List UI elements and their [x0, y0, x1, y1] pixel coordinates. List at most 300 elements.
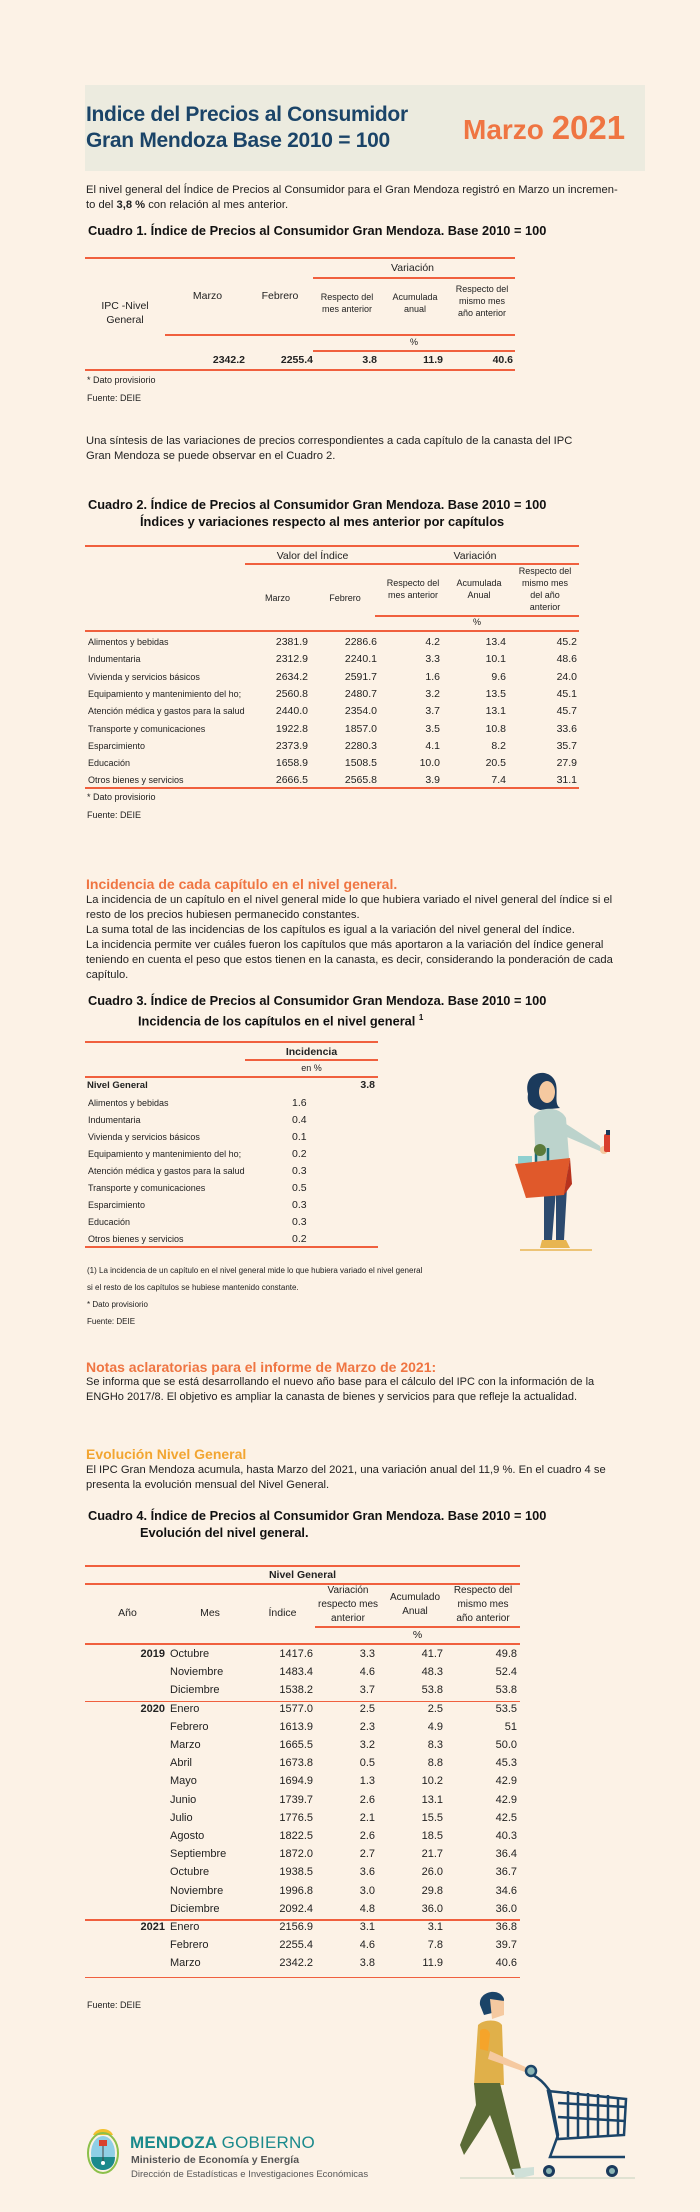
cell-marzo: 2634.2: [275, 670, 308, 683]
label-line: mismo mes: [458, 296, 505, 306]
cuadro2-variacion-header: Variación: [453, 550, 497, 562]
label-line: Respecto del: [320, 292, 374, 302]
cell-month: Junio: [170, 1793, 197, 1806]
cuadro3-nivel-general-label: Nivel General: [87, 1080, 148, 1091]
report-title: [86, 102, 408, 154]
cuadro2-col-mes-anterior: [378, 577, 448, 601]
cell-acum: 11.9: [422, 1957, 443, 1970]
intro-line2: [86, 198, 646, 213]
row-label: Otros bienes y servicios: [88, 1234, 184, 1244]
cuadro4-unit: %: [412, 1629, 423, 1641]
cell-indice: 2092.4: [279, 1902, 313, 1915]
cuadro3-unit: en %: [301, 1063, 322, 1073]
incidencia-line: La suma total de las incidencias de los capítulos es igual a la variación del nivel general del índice.: [86, 924, 575, 936]
label-line: Anual: [402, 1606, 428, 1617]
cell-var: 3.6: [359, 1866, 375, 1879]
cell-anual: 24.0: [556, 670, 577, 683]
cell-incidencia: 0.3: [292, 1216, 307, 1228]
cart-wheels: [543, 2165, 618, 2177]
label-line: Anual: [467, 590, 491, 600]
cuadro1-col-acumulada: [383, 291, 447, 315]
cell-var: 3.8: [359, 1957, 375, 1970]
table-rule: [315, 1626, 520, 1628]
footnote-marker: 1: [418, 1013, 424, 1022]
cell-year: 2019: [140, 1648, 165, 1660]
row-label: Transporte y comunicaciones: [88, 723, 206, 734]
cuadro1-row-label: [85, 299, 165, 327]
cell-indice: 1665.5: [279, 1739, 313, 1751]
cell-acum: 4.9: [427, 1720, 443, 1733]
table-rule: [85, 1643, 520, 1645]
row-label: Indumentaria: [88, 654, 141, 665]
cell-anual: 36.7: [495, 1866, 517, 1879]
synthesis-paragraph: [86, 434, 646, 464]
cell-mes: 3.9: [425, 774, 440, 787]
cell-anual: 51: [504, 1720, 517, 1733]
label-line: mismo mes: [521, 578, 568, 588]
cuadro3-source: Fuente: DEIE: [87, 1317, 136, 1326]
cuadro1-value-mes-anterior: 3.8: [362, 354, 377, 366]
cell-marzo: 1658.9: [275, 757, 308, 770]
cell-var: 3.0: [359, 1884, 375, 1897]
cell-var: 2.1: [359, 1811, 375, 1824]
cell-anual: 53.5: [495, 1702, 517, 1715]
cell-anual: 33.6: [556, 722, 577, 735]
cell-mes: 3.2: [425, 687, 440, 700]
label-line: Variación: [327, 1585, 369, 1596]
cell-incidencia: 0.3: [292, 1199, 307, 1211]
cell-var: 3.3: [359, 1648, 375, 1660]
cell-var: 2.5: [359, 1702, 375, 1715]
cell-year: 2021: [140, 1921, 165, 1933]
cell-febrero: 2240.1: [344, 653, 377, 666]
cell-anual: 52.4: [495, 1666, 517, 1679]
row-label: Esparcimiento: [88, 740, 146, 751]
cell-acum: 13.5: [485, 687, 506, 700]
cell-indice: 2156.9: [279, 1921, 313, 1933]
cell-anual: 36.8: [495, 1921, 517, 1933]
report-title-line1: Indice del Precios al Consumidor: [86, 103, 408, 126]
cell-febrero: 2480.7: [344, 687, 377, 700]
intro-line1: El nivel general del Índice de Precios al Consumidor para el Gran Mendoza registró en Marzo un incremen-: [86, 184, 618, 196]
cell-indice: 1673.8: [279, 1757, 313, 1770]
cell-acum: 2.5: [427, 1702, 443, 1715]
cell-var: 2.3: [359, 1720, 375, 1733]
title-line: Cuadro 4. Índice de Precios al Consumidor Gran Mendoza. Base 2010 = 100: [88, 1508, 547, 1523]
row-label: Vivienda y servicios básicos: [88, 671, 200, 682]
label-line: Respecto del: [455, 284, 509, 294]
incidencia-line: resto de los precios hubiesen permanecido constantes.: [86, 909, 360, 921]
cell-indice: 1996.8: [279, 1884, 313, 1897]
cell-month: Enero: [170, 1921, 200, 1933]
report-date: [463, 109, 625, 147]
notas-heading: Notas aclaratorias para el informe de Marzo de 2021:: [86, 1359, 437, 1375]
incidencia-line: La incidencia permite ver cuáles fueron los capítulos que más aportaron a la variación del índice general: [86, 939, 604, 951]
cell-incidencia: 0.3: [292, 1165, 307, 1177]
cell-month: Febrero: [170, 1720, 209, 1733]
cell-month: Julio: [170, 1811, 193, 1824]
cell-month: Septiembre: [170, 1848, 227, 1861]
cell-anual: 42.9: [495, 1775, 517, 1788]
title-line: Evolución del nivel general.: [140, 1525, 309, 1540]
cuadro3-footnote-line2: si el resto de los capítulos se hubiese mantenido constante.: [87, 1283, 299, 1292]
cuadro1-value-febrero: 2255.4: [280, 354, 313, 366]
cell-acum: 7.8: [427, 1939, 443, 1952]
row-label: Otros bienes y servicios: [88, 775, 184, 786]
label-line: mes anterior: [321, 304, 373, 314]
cell-marzo: 2373.9: [275, 739, 308, 752]
cell-month: Octubre: [170, 1866, 210, 1879]
cell-var: 1.3: [359, 1775, 375, 1788]
brand-light: GOBIERNO: [221, 2133, 315, 2152]
title-line: Cuadro 3. Índice de Precios al Consumidor Gran Mendoza. Base 2010 = 100: [88, 993, 547, 1008]
cuadro3-title: [88, 992, 568, 1029]
cuadro3-col-incidencia: Incidencia: [285, 1046, 338, 1058]
title-line: Cuadro 2. Índice de Precios al Consumidor Gran Mendoza. Base 2010 = 100: [88, 497, 547, 512]
cell-month: Abril: [170, 1757, 193, 1770]
label-line: Respecto del: [518, 566, 572, 576]
report-year: 2021: [551, 109, 626, 146]
label-line: General: [106, 314, 144, 326]
cell-marzo: 1922.8: [275, 722, 308, 735]
label-line: año anterior: [456, 1613, 510, 1624]
cell-var: 2.6: [359, 1793, 375, 1806]
cell-month: Diciembre: [170, 1684, 220, 1697]
table-rule: [85, 1565, 520, 1567]
intro-text: to del: [86, 199, 117, 211]
man-figure: [460, 1992, 534, 2179]
cell-month: Diciembre: [170, 1902, 220, 1915]
cell-anual: 45.3: [495, 1757, 517, 1770]
cell-incidencia: 0.5: [292, 1182, 307, 1194]
cell-acum: 41.7: [421, 1648, 443, 1660]
cuadro4-col-acumulado: [385, 1591, 445, 1619]
cell-anual: 45.7: [556, 705, 577, 718]
cell-anual: 42.5: [495, 1811, 517, 1824]
table-rule: [85, 1076, 378, 1078]
cell-marzo: 2560.8: [275, 687, 308, 700]
cell-acum: 26.0: [421, 1866, 443, 1879]
evolucion-paragraph: [86, 1463, 666, 1493]
cell-anual: 39.7: [495, 1939, 517, 1952]
title-line: Índices y variaciones respecto al mes anterior por capítulos: [140, 514, 505, 529]
row-label: Educación: [88, 1217, 131, 1227]
cuadro2-source: Fuente: DEIE: [87, 810, 142, 820]
label-line: anual: [403, 304, 427, 314]
table-rule: [85, 630, 579, 632]
shopper-cart-illustration: [460, 1985, 660, 2195]
cuadro1-col-marzo: Marzo: [192, 290, 223, 302]
cell-var: 3.2: [359, 1739, 375, 1751]
cell-incidencia: 0.4: [292, 1114, 307, 1126]
ministry-name: Ministerio de Economía y Energía: [131, 2154, 300, 2166]
notas-paragraph: [86, 1375, 676, 1405]
label-line: anterior: [529, 602, 561, 612]
table-rule: [85, 257, 515, 259]
cell-anual: 49.8: [495, 1648, 517, 1660]
cuadro4-title: [88, 1507, 568, 1541]
cell-indice: 1483.4: [279, 1666, 313, 1679]
table-rule: [313, 350, 515, 352]
cuadro4-source: Fuente: DEIE: [87, 2000, 142, 2010]
cell-anual: 45.2: [556, 636, 577, 648]
cell-acum: 10.2: [421, 1775, 443, 1788]
label-line: Respecto del: [453, 1585, 513, 1596]
cell-acum: 8.2: [491, 739, 506, 752]
label-line: Acumulada: [456, 578, 502, 588]
cuadro4-col-indice: Índice: [268, 1607, 297, 1619]
cell-indice: 1417.6: [279, 1648, 313, 1660]
cell-mes: 4.1: [425, 739, 440, 752]
cuadro2-title: [88, 496, 568, 530]
cuadro1-value-mismo-mes: 40.6: [492, 354, 513, 366]
cell-incidencia: 1.6: [292, 1097, 307, 1109]
table-rule: [165, 334, 515, 336]
cell-var: 3.1: [359, 1921, 375, 1933]
cuadro1-source: Fuente: DEIE: [87, 393, 142, 403]
table-rule: [313, 277, 515, 279]
cell-acum: 3.1: [427, 1921, 443, 1933]
cell-year: 2020: [140, 1702, 165, 1715]
cuadro4-col-anio: Año: [118, 1607, 137, 1619]
cuadro1-variacion-header: Variación: [391, 262, 434, 274]
cuadro1-col-febrero: Febrero: [261, 290, 299, 302]
cell-anual: 31.1: [556, 774, 577, 787]
cell-indice: 1694.9: [279, 1775, 313, 1788]
row-label: Atención médica y gastos para la salud: [88, 706, 245, 717]
cell-acum: 20.5: [485, 757, 506, 770]
shopping-cart: [526, 2066, 626, 2157]
cell-mes: 3.3: [425, 653, 440, 666]
row-label: Equipamiento y mantenimiento del ho;: [88, 688, 242, 699]
cell-acum: 29.8: [421, 1884, 443, 1897]
cell-anual: 42.9: [495, 1793, 517, 1806]
cell-acum: 8.3: [427, 1739, 443, 1751]
cell-month: Octubre: [170, 1648, 210, 1660]
cuadro1-unit: %: [409, 337, 418, 347]
cell-mes: 10.0: [419, 757, 440, 770]
cuadro2-col-febrero: Febrero: [329, 593, 361, 603]
cell-month: Enero: [170, 1702, 200, 1715]
label-line: IPC -Nivel: [101, 300, 149, 312]
cuadro1-title: Cuadro 1. Índice de Precios al Consumidor Gran Mendoza. Base 2010 = 100: [88, 223, 547, 238]
cell-febrero: 1857.0: [344, 722, 377, 735]
cell-indice: 1776.5: [279, 1811, 313, 1824]
row-label: Esparcimiento: [88, 1200, 146, 1210]
cell-acum: 10.1: [485, 653, 506, 666]
label-line: respecto mes: [317, 1599, 379, 1610]
evolucion-line: El IPC Gran Mendoza acumula, hasta Marzo del 2021, una variación anual del 11,9 %. En el cuadro 4 se: [86, 1464, 606, 1476]
label-line: mes anterior: [387, 590, 439, 600]
cell-month: Febrero: [170, 1939, 209, 1952]
cell-febrero: 2286.6: [344, 636, 377, 648]
cuadro1-col-mes-anterior: [313, 291, 381, 315]
cell-indice: 1538.2: [279, 1684, 313, 1697]
cell-acum: 13.1: [421, 1793, 443, 1806]
cell-indice: 1822.5: [279, 1830, 313, 1842]
incidencia-line: capítulo.: [86, 969, 129, 981]
cell-anual: 45.1: [556, 687, 577, 700]
cell-acum: 9.6: [491, 670, 506, 683]
cell-anual: 36.0: [495, 1902, 517, 1915]
brand-name: [130, 2133, 315, 2153]
cell-acum: 13.1: [485, 705, 506, 718]
evolucion-heading: Evolución Nivel General: [86, 1446, 247, 1462]
cell-anual: 53.8: [495, 1684, 517, 1697]
incidencia-heading: Incidencia de cada capítulo en el nivel general.: [86, 876, 398, 892]
row-label: Indumentaria: [88, 1115, 141, 1125]
mendoza-coat-of-arms-icon: [86, 2127, 120, 2175]
cuadro2-col-mismo-mes: [512, 565, 578, 613]
intro-highlight: 3,8 %: [116, 199, 146, 211]
cell-acum: 8.8: [427, 1757, 443, 1770]
cell-acum: 48.3: [421, 1666, 443, 1679]
cell-indice: 2255.4: [279, 1939, 313, 1952]
cuadro2-unit: %: [472, 617, 481, 627]
cell-indice: 1739.7: [279, 1793, 313, 1806]
intro-text: con relación al mes anterior.: [145, 199, 289, 211]
cell-acum: 15.5: [421, 1811, 443, 1824]
cell-acum: 13.4: [485, 636, 506, 648]
incidencia-line: teniendo en cuenta el peso que estos tienen en la canasta, es decir, considerando la ponderación de cada: [86, 954, 613, 966]
label-line: mismo mes: [457, 1599, 509, 1610]
cell-indice: 1613.9: [279, 1720, 313, 1733]
cell-acum: 21.7: [421, 1848, 443, 1861]
table-rule: [245, 1059, 378, 1061]
table-rule: [85, 1041, 378, 1043]
row-label: Equipamiento y mantenimiento del ho;: [88, 1149, 242, 1159]
cell-month: Noviembre: [170, 1884, 224, 1897]
cell-marzo: 2381.9: [275, 636, 308, 648]
title-text: Incidencia de los capítulos en el nivel general: [138, 1013, 416, 1029]
cell-acum: 36.0: [421, 1902, 443, 1915]
report-month: Marzo: [463, 114, 544, 145]
cuadro3-note: * Dato provisiorio: [87, 1300, 148, 1309]
cuadro4-group-header: Nivel General: [268, 1569, 337, 1581]
cell-var: 2.6: [359, 1830, 375, 1842]
cuadro4-col-mismo-mes: [447, 1584, 519, 1626]
table-rule: [85, 545, 579, 547]
cell-month: Marzo: [170, 1957, 201, 1970]
cuadro2-note: * Dato provisiorio: [87, 792, 156, 802]
table-rule: [85, 369, 515, 371]
cell-var: 0.5: [359, 1757, 375, 1770]
cell-mes: 3.7: [425, 705, 440, 718]
cell-febrero: 2565.8: [344, 774, 377, 787]
cell-month: Noviembre: [170, 1666, 224, 1679]
cuadro4-col-mes: Mes: [200, 1607, 220, 1619]
row-label: Transporte y comunicaciones: [88, 1183, 206, 1193]
cell-incidencia: 0.1: [292, 1131, 307, 1143]
cell-febrero: 1508.5: [344, 757, 377, 770]
cell-anual: 27.9: [556, 757, 577, 770]
synthesis-line: Una síntesis de las variaciones de precios correspondientes a cada capítulo de la canasta del IPC: [86, 435, 573, 447]
cell-month: Marzo: [170, 1739, 201, 1751]
cell-anual: 35.7: [556, 739, 577, 752]
row-label: Atención médica y gastos para la salud: [88, 1166, 245, 1176]
cell-marzo: 2440.0: [275, 705, 308, 718]
cell-month: Agosto: [170, 1830, 205, 1842]
label-line: anterior: [331, 1613, 365, 1624]
cell-anual: 48.6: [556, 653, 577, 666]
label-line: Acumulada: [392, 292, 438, 302]
notas-line: Se informa que se está desarrollando el nuevo año base para el cálculo del IPC con la información de la: [86, 1376, 595, 1388]
cell-marzo: 2666.5: [275, 774, 308, 787]
incidencia-paragraph: [86, 893, 656, 983]
label-line: Respecto del: [386, 578, 440, 588]
cuadro2-col-acumulada: [448, 577, 510, 601]
cell-acum: 18.5: [421, 1830, 443, 1842]
brand-bold: MENDOZA: [130, 2133, 217, 2152]
row-label: Alimentos y bebidas: [88, 1098, 169, 1108]
label-line: Acumulado: [389, 1592, 441, 1603]
cell-anual: 40.3: [495, 1830, 517, 1842]
table-rule: [85, 1246, 378, 1248]
cuadro1-note: * Dato provisiorio: [87, 375, 156, 385]
notas-line: ENGHo 2017/8. El objetivo es ampliar la canasta de bienes y servicios para que refleje la actualidad.: [86, 1391, 577, 1403]
row-label: Vivienda y servicios básicos: [88, 1132, 200, 1142]
cuadro3-nivel-general-value: 3.8: [360, 1079, 375, 1091]
cell-anual: 40.6: [495, 1957, 517, 1970]
cell-anual: 36.4: [495, 1848, 517, 1861]
cell-anual: 34.6: [495, 1884, 517, 1897]
cuadro4-col-variacion: [313, 1584, 383, 1626]
table-rule: [85, 1977, 520, 1979]
cell-febrero: 2354.0: [344, 705, 377, 718]
cuadro1-value-marzo: 2342.2: [212, 354, 245, 366]
cell-incidencia: 0.2: [292, 1233, 307, 1245]
synthesis-line: Gran Mendoza se puede observar en el Cuadro 2.: [86, 450, 336, 462]
row-label: Educación: [88, 758, 131, 769]
cell-acum: 53.8: [421, 1684, 443, 1697]
cell-febrero: 2591.7: [344, 670, 377, 683]
evolucion-line: presenta la evolución mensual del Nivel General.: [86, 1479, 330, 1491]
cell-mes: 1.6: [425, 670, 440, 683]
cell-indice: 1872.0: [279, 1848, 313, 1861]
cell-incidencia: 0.2: [292, 1148, 307, 1160]
row-label: Alimentos y bebidas: [88, 637, 169, 647]
cell-var: 4.6: [359, 1666, 375, 1679]
cell-indice: 1938.5: [279, 1866, 313, 1879]
cell-mes: 3.5: [425, 722, 440, 735]
label-line: año anterior: [457, 308, 507, 318]
cell-marzo: 2312.9: [275, 653, 308, 666]
cell-var: 3.7: [359, 1684, 375, 1697]
cell-indice: 1577.0: [279, 1702, 313, 1715]
shopper-woman-illustration: [500, 1060, 610, 1260]
cell-acum: 7.4: [491, 774, 506, 787]
intro-paragraph: [86, 183, 646, 213]
cell-var: 4.8: [359, 1902, 375, 1915]
incidencia-line: La incidencia de un capítulo en el nivel general mide lo que hubiera variado el nivel general del índice si el: [86, 894, 613, 906]
cell-febrero: 2280.3: [344, 739, 377, 752]
cell-indice: 2342.2: [279, 1957, 313, 1970]
cuadro3-footnote-line1: (1) La incidencia de un capítulo en el nivel general mide lo que hubiera variado el nivel general: [87, 1266, 423, 1275]
cell-anual: 50.0: [495, 1739, 517, 1751]
cell-mes: 4.2: [425, 636, 440, 648]
cuadro2-valor-indice-header: Valor del Índice: [276, 550, 349, 562]
table-rule: [85, 787, 579, 789]
direction-name: Dirección de Estadísticas e Investigaciones Económicas: [131, 2169, 369, 2180]
cell-var: 4.6: [359, 1939, 375, 1952]
cell-month: Mayo: [170, 1775, 197, 1788]
cuadro2-col-marzo: Marzo: [264, 593, 290, 603]
report-title-line2: Gran Mendoza Base 2010 = 100: [86, 129, 390, 152]
cell-var: 2.7: [359, 1848, 375, 1861]
label-line: del año: [530, 590, 560, 600]
title-line: [88, 1009, 568, 1029]
cell-acum: 10.8: [485, 722, 506, 735]
